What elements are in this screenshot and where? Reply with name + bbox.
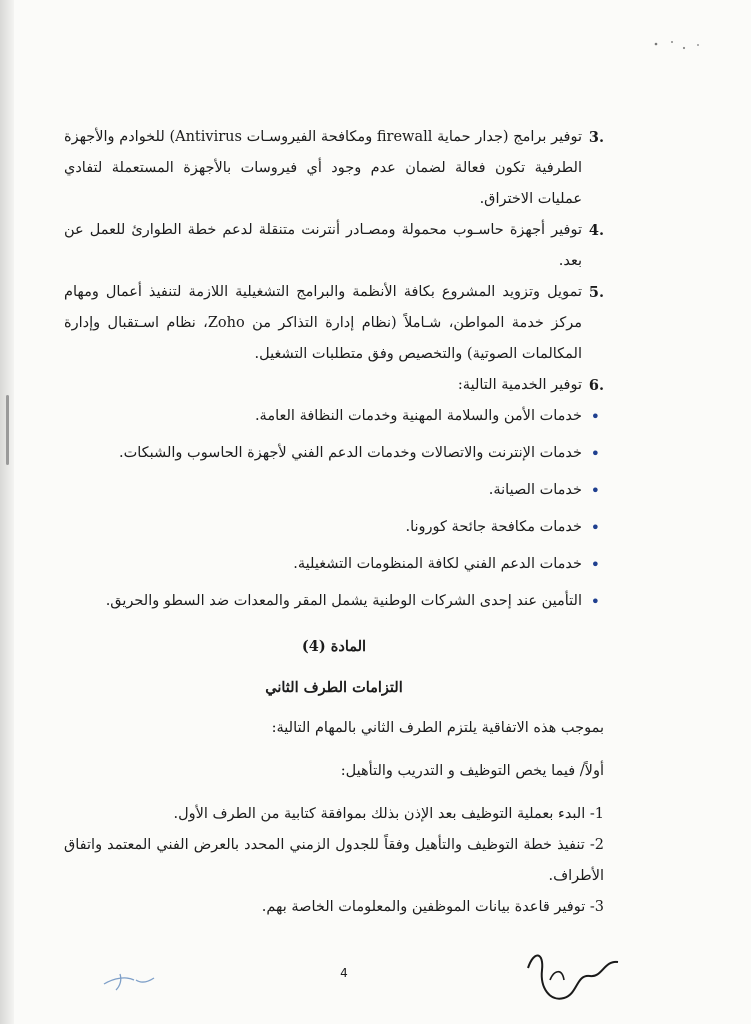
obligation-item: 1- البدء بعملية التوظيف بعد الإذن بذلك بموافقة كتابية من الطرف الأول. [173,806,604,822]
list-item: • خدمات الأمن والسلامة المهنية وخدمات النظافة العامة. [64,401,604,432]
list-item: • التأمين عند إحدى الشركات الوطنية يشمل المقر والمعدات ضد السطو والحريق. [64,586,604,617]
numbered-item-5 [64,277,604,370]
list-item: • خدمات الإنترنت والاتصالات وخدمات الدعم الفني لأجهزة الحاسوب والشبكات. [64,438,604,469]
list-item: • خدمات مكافحة جائحة كورونا. [64,512,604,543]
list-item: • خدمات الدعم الفني لكافة المنظومات التشغيلية. [64,549,604,580]
item-number: .6 [588,377,604,394]
item-text: تمويل وتزويد المشروع بكافة الأنظمة والبرامج التشغيلية اللازمة لتنفيذ أعمال ومهام مركز خدمة المواطن، شـاملاً (نظام إدارة التذاكر من Zoho، نظام اسـتقبال وإدارة المكالمات الصوتية) والتخصيص وفق متطلبات التشغيل. [64,284,582,362]
services-list [64,401,604,617]
item-text: توفير برامج (جدار حماية firewall ومكافحة الفيروسـات Antivirus) للخوادم والأجهزة الطرفية تكون فعالة لضمان عدم وجود أي فيروسات بالأجهزة المستعملة لتفادي عمليات الاختراق. [64,129,582,207]
list-item: • خدمات الصيانة. [64,475,604,506]
intro-paragraph: بموجب هذه الاتفاقية يلتزم الطرف الثاني بالمهام التالية: [271,720,604,736]
item-text: توفير الخدمية التالية: [457,377,582,393]
document-body [64,122,604,923]
binder-mark [6,395,9,465]
numbered-item-3 [64,122,604,215]
numbered-item-4 [64,215,604,277]
item-number: .4 [588,222,604,239]
obligation-item: 2- تنفيذ خطة التوظيف والتأهيل وفقاً للجدول الزمني المحدد بالعرض الفني المعتمد واتفاق الأطراف. [64,837,604,884]
article-subtitle: التزامات الطرف الثاني [265,679,403,696]
page-edge-shadow [0,0,14,1024]
item-text: توفير أجهزة حاسـوب محمولة ومصـادر أنترنت متنقلة لدعم خطة الطوارئ للعمل عن بعد. [64,222,582,269]
item-number: .5 [588,284,604,301]
obligation-item: 3- توفير قاعدة بيانات الموظفين والمعلومات الخاصة بهم. [261,899,604,915]
corner-marks [650,36,710,56]
signature-right [520,940,630,1010]
section-heading-first: أولاً/ فيما يخص التوظيف و التدريب والتأهيل: [340,763,604,779]
numbered-item-6 [64,370,604,401]
article-title: المادة (4) [301,638,367,655]
signature-left [100,968,160,994]
item-number: .3 [588,129,604,146]
page-number: 4 [340,966,348,980]
